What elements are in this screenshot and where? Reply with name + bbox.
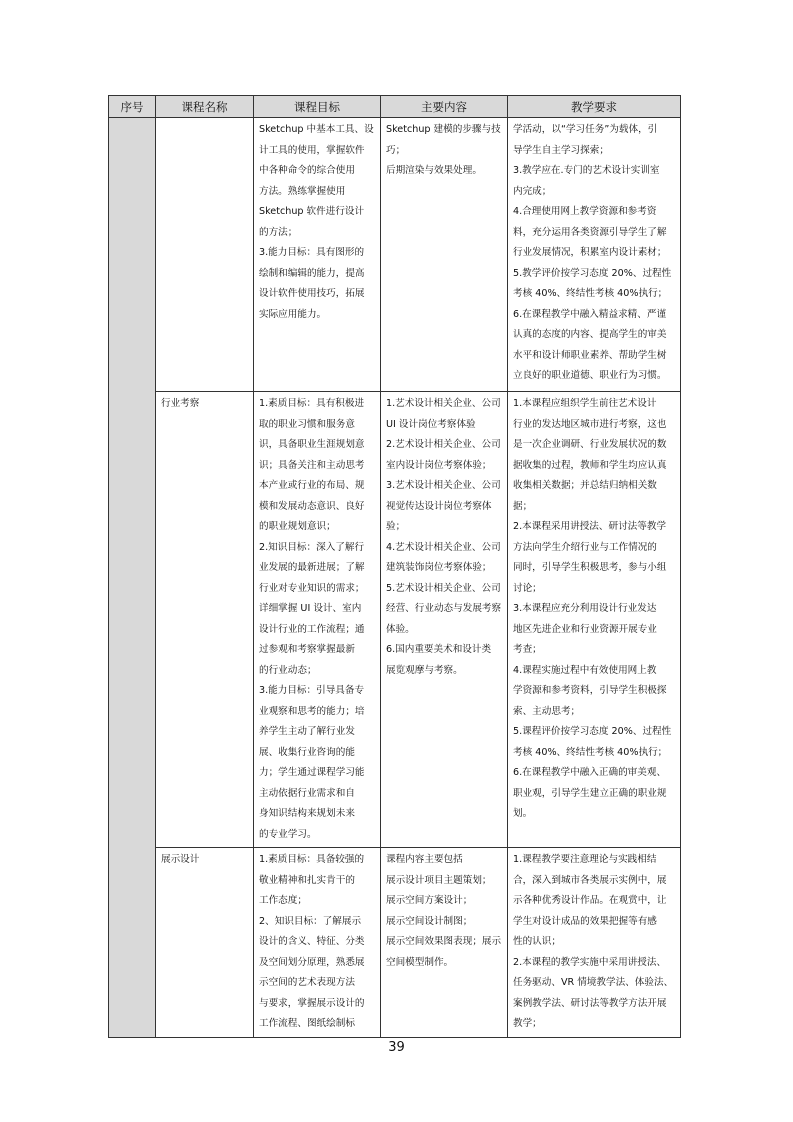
- cell-line: 建筑装饰岗位考察体验；: [386, 562, 492, 573]
- cell-line: 考核 40%、终结性考核 40%执行；: [513, 288, 668, 299]
- cell-line: 方法。熟练掌握使用: [259, 185, 346, 197]
- cell-line: 身知识结构来规划未来: [259, 808, 355, 819]
- cell-line: 2、知识目标：了解展示: [259, 915, 362, 927]
- cell-line: 5.教学评价按学习态度 20%、过程性: [513, 267, 672, 279]
- cell-line: 索、主动思考；: [513, 705, 581, 717]
- cell-line: 绘制和编辑的能力，提高: [259, 267, 365, 279]
- cell-line: 任务驱动、VR 情境教学法、体验法、: [513, 977, 674, 988]
- cell-line: 考核 40%、终结性考核 40%执行；: [513, 746, 668, 758]
- cell-line: 立良好的职业道德、职业行为习惯。: [513, 370, 667, 381]
- cell-line: 巧；: [386, 144, 406, 156]
- cell-line: 的行业动态；: [259, 664, 317, 676]
- cell-line: 地区先进企业和行业资源开展专业: [513, 623, 657, 635]
- cell-line: 4.合理使用网上教学资源和参考资: [513, 206, 657, 217]
- cell-line: 4.艺术设计相关企业、公司: [386, 541, 501, 553]
- cell-line: 2.艺术设计相关企业、公司: [386, 439, 501, 450]
- curriculum-table: [108, 95, 681, 1038]
- cell-line: 6.在课程教学中融入精益求精、严谨: [513, 308, 667, 320]
- cell-line: 与要求，掌握展示设计的: [259, 997, 365, 1009]
- cell-line: 行业对专业知识的需求；: [259, 582, 365, 594]
- cell-line: 本产业或行业的布局、规: [259, 480, 365, 491]
- cell-line: 业观察和思考的能力；培: [259, 705, 365, 717]
- cell-line: 2.本课程采用讲授法、研讨法等教学: [513, 521, 667, 532]
- table-header-row: [109, 96, 681, 118]
- cell-line: 设计软件使用技巧，拓展: [259, 288, 365, 299]
- cell-line: 工作态度；: [259, 895, 307, 906]
- cell-line: 6.在课程教学中融入正确的审美观、: [513, 767, 667, 778]
- cell-line: 是一次企业调研、行业发展状况的数: [513, 439, 667, 450]
- course-name-cell: 展示设计: [156, 848, 254, 1038]
- cell-line: 5.艺术设计相关企业、公司: [386, 582, 501, 594]
- cell-line: 敬业精神和扎实肯干的: [259, 874, 355, 886]
- cell-line: 讨论；: [513, 582, 542, 594]
- cell-line: 过参观和考察掌握最新: [259, 644, 355, 655]
- cell-line: 3.本课程应充分利用设计行业发达: [513, 603, 657, 614]
- cell-line: 业发展的最新进展；了解: [259, 562, 365, 573]
- cell-line: 职业观，引导学生建立正确的职业规: [513, 787, 667, 799]
- cell-line: 取的职业习惯和服务意: [259, 418, 355, 430]
- main-content-cell: [381, 392, 508, 848]
- header-teaching-reqs: 教学要求: [508, 96, 681, 118]
- cell-line: 后期渲染与效果处理。: [386, 165, 482, 176]
- cell-line: 4.课程实施过程中有效使用网上教: [513, 664, 657, 676]
- cell-line: 内完成；: [513, 185, 552, 197]
- cell-line: 及空间划分原理，熟悉展: [259, 956, 365, 968]
- course-goals-cell: [254, 848, 381, 1038]
- seq-cell: [109, 118, 156, 1038]
- cell-line: 展示空间效果图表现；展示: [386, 936, 502, 947]
- cell-line: 验；: [386, 521, 406, 532]
- cell-line: Sketchup 软件进行设计: [259, 206, 365, 217]
- cell-line: 课程内容主要包括: [386, 854, 463, 865]
- header-course-name: 课程名称: [156, 96, 254, 118]
- cell-line: 模和发展动态意识、良好: [259, 500, 365, 512]
- cell-line: 认真的态度的内容、提高学生的审美: [513, 329, 667, 340]
- cell-line: 展示空间方案设计；: [386, 895, 473, 906]
- main-content-cell: [381, 848, 508, 1038]
- cell-line: 2.本课程的教学实施中采用讲授法、: [513, 956, 667, 968]
- cell-line: 3.能力目标：引导具备专: [259, 685, 365, 696]
- cell-line: 计工具的使用，掌握软件: [259, 144, 365, 156]
- cell-line: 考查；: [513, 644, 542, 655]
- course-name-cell: 行业考察: [156, 392, 254, 848]
- cell-line: 主动依据行业需求和自: [259, 787, 355, 799]
- course-goals-cell: [254, 392, 381, 848]
- cell-line: 展示空间设计制图；: [386, 915, 473, 927]
- cell-line: 示各种优秀设计作品。在观赏中，让: [513, 895, 667, 906]
- cell-line: 料，充分运用各类资源引导学生了解: [513, 226, 667, 238]
- course-goals-cell: [254, 118, 381, 392]
- cell-line: 详细掌握 UI 设计、室内: [259, 603, 362, 614]
- cell-line: 3.教学应在.专门的艺术设计实训室: [513, 165, 660, 176]
- header-main-content: 主要内容: [381, 96, 508, 118]
- cell-line: 划。: [513, 808, 533, 819]
- cell-line: 6.国内重要美术和设计类: [386, 644, 492, 655]
- cell-line: 2.知识目标：深入了解行: [259, 541, 365, 553]
- cell-line: 1.素质目标：具备较强的: [259, 854, 365, 865]
- table-row: [109, 848, 681, 1038]
- cell-line: 同时，引导学生积极思考，参与小组: [513, 562, 667, 573]
- cell-line: 的专业学习。: [259, 828, 317, 840]
- cell-line: 1.艺术设计相关企业、公司: [386, 398, 501, 409]
- cell-line: 学生对设计成品的效果把握等有感: [513, 915, 657, 927]
- table-row: [109, 392, 681, 848]
- course-name-cell: [156, 118, 254, 392]
- cell-line: 1.素质目标：具有积极进: [259, 398, 365, 409]
- cell-line: 案例教学法、研讨法等教学方法开展: [513, 997, 667, 1009]
- cell-line: 水平和设计师职业素养、帮助学生树: [513, 349, 667, 361]
- cell-line: 展览观摩与考察。: [386, 664, 463, 676]
- cell-line: 据；: [513, 500, 533, 512]
- cell-line: 识，具备职业生涯规划意: [259, 439, 365, 450]
- cell-line: 实际应用能力。: [259, 308, 327, 320]
- cell-line: 养学生主动了解行业发: [259, 726, 355, 737]
- cell-line: 示空间的艺术表现方法: [259, 977, 355, 988]
- teaching-reqs-cell: [508, 848, 681, 1038]
- cell-line: 方法向学生介绍行业与工作情况的: [513, 541, 657, 553]
- page-number: 39: [388, 1040, 405, 1055]
- main-content-cell: [381, 118, 508, 392]
- cell-line: 室内设计岗位考察体验；: [386, 459, 492, 471]
- header-seq: 序号: [109, 96, 156, 118]
- cell-line: 设计行业的工作流程；通: [259, 623, 365, 635]
- cell-line: 行业发展情况，积累室内设计素材；: [513, 247, 667, 258]
- cell-line: 5.课程评价按学习态度 20%、过程性: [513, 726, 672, 737]
- cell-line: 展示设计项目主题策划；: [386, 874, 492, 886]
- cell-line: 学活动，以“学习任务”为载体，引: [513, 124, 658, 135]
- cell-line: 的职业规划意识；: [259, 521, 336, 532]
- cell-line: 中各种命令的综合使用: [259, 165, 355, 176]
- header-course-goals: 课程目标: [254, 96, 381, 118]
- teaching-reqs-cell: [508, 392, 681, 848]
- cell-line: 学资源和参考资料，引导学生积极探: [513, 685, 667, 696]
- cell-line: 1.课程教学要注意理论与实践相结: [513, 854, 657, 865]
- cell-line: 识；具备关注和主动思考: [259, 459, 365, 471]
- cell-line: 经营、行业动态与发展考察: [386, 603, 502, 614]
- cell-line: 体验。: [386, 623, 415, 635]
- cell-line: 性的认识；: [513, 936, 561, 947]
- table-row: [109, 118, 681, 392]
- cell-line: 的方法；: [259, 226, 298, 238]
- cell-line: 收集相关数据；并总结归纳相关数: [513, 480, 657, 491]
- cell-line: 导学生自主学习探索；: [513, 144, 609, 156]
- cell-line: 展、收集行业咨询的能: [259, 746, 355, 758]
- cell-line: Sketchup 中基本工具、设: [259, 124, 374, 135]
- cell-line: 行业的发达地区城市进行考察，这也: [513, 418, 667, 430]
- cell-line: 1.本课程应组织学生前往艺术设计: [513, 398, 657, 409]
- cell-line: 合，深入到城市各类展示实例中，展: [513, 874, 667, 886]
- cell-line: 视觉传达设计岗位考察体: [386, 500, 492, 512]
- cell-line: 工作流程、图纸绘制标: [259, 1018, 355, 1029]
- cell-line: UI 设计岗位考察体验: [386, 418, 476, 430]
- cell-line: 空间模型制作。: [386, 956, 454, 968]
- cell-line: 据收集的过程，教师和学生均应认真: [513, 459, 667, 471]
- cell-line: 3.艺术设计相关企业、公司: [386, 480, 501, 491]
- teaching-reqs-cell: [508, 118, 681, 392]
- cell-line: 3.能力目标：具有图形的: [259, 247, 365, 258]
- cell-line: 设计的含义、特征、分类: [259, 936, 365, 947]
- cell-line: 力；学生通过课程学习能: [259, 767, 365, 778]
- cell-line: 教学；: [513, 1018, 542, 1029]
- cell-line: Sketchup 建模的步骤与技: [386, 124, 501, 135]
